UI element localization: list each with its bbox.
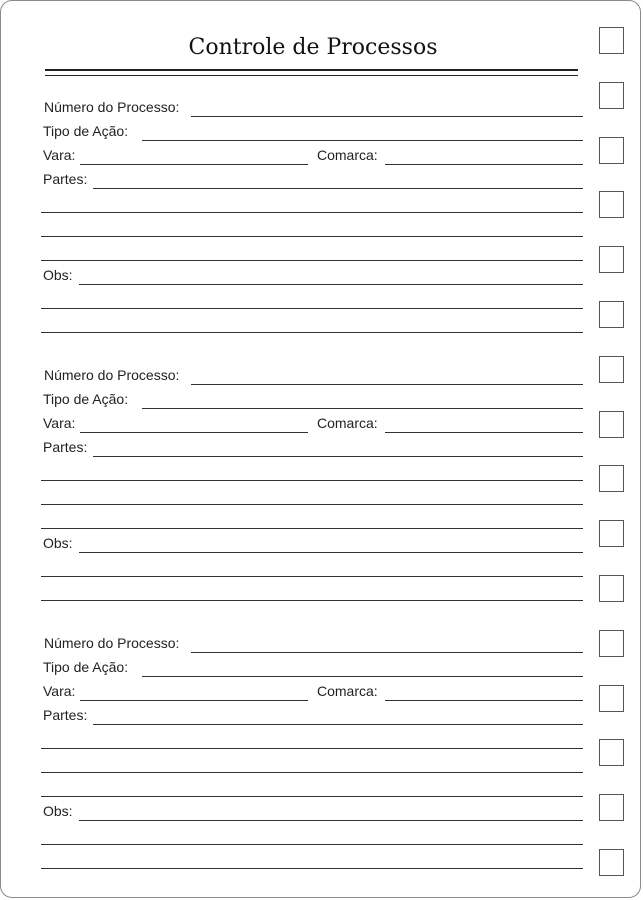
numero-processo-field[interactable] [191, 384, 583, 385]
partes-line[interactable] [41, 504, 583, 505]
partes-line[interactable] [41, 480, 583, 481]
partes-line[interactable] [41, 260, 583, 261]
title-rule-bottom [45, 75, 578, 76]
checkbox[interactable] [599, 137, 624, 164]
checkbox[interactable] [599, 411, 624, 438]
numero-processo-field[interactable] [191, 116, 583, 117]
partes-line[interactable] [41, 796, 583, 797]
obs-line[interactable] [41, 332, 583, 333]
vara-label: Vara: [43, 147, 76, 163]
vara-label: Vara: [43, 683, 76, 699]
vara-field[interactable] [80, 432, 308, 433]
numero-processo-label: Número do Processo: [44, 99, 180, 115]
numero-processo-label: Número do Processo: [44, 635, 180, 651]
tipo-acao-label: Tipo de Ação: [43, 123, 129, 139]
checkbox[interactable] [599, 520, 624, 547]
tipo-acao-field[interactable] [142, 676, 583, 677]
partes-field[interactable] [93, 724, 583, 725]
obs-line[interactable] [41, 600, 583, 601]
partes-label: Partes: [43, 171, 88, 187]
obs-label: Obs: [43, 535, 73, 551]
partes-field[interactable] [93, 456, 583, 457]
obs-field[interactable] [79, 552, 583, 553]
comarca-field[interactable] [385, 700, 583, 701]
comarca-field[interactable] [385, 164, 583, 165]
checkbox[interactable] [599, 191, 624, 218]
obs-line[interactable] [41, 844, 583, 845]
title-rule-top [45, 69, 578, 71]
checkbox[interactable] [599, 849, 624, 876]
checkbox[interactable] [599, 575, 624, 602]
obs-label: Obs: [43, 267, 73, 283]
partes-label: Partes: [43, 707, 88, 723]
obs-label: Obs: [43, 803, 73, 819]
page-title: Controle de Processos [188, 35, 438, 60]
vara-label: Vara: [43, 415, 76, 431]
checkbox[interactable] [599, 685, 624, 712]
obs-field[interactable] [79, 284, 583, 285]
tipo-acao-field[interactable] [142, 140, 583, 141]
checkbox[interactable] [599, 246, 624, 273]
partes-field[interactable] [93, 188, 583, 189]
partes-label: Partes: [43, 439, 88, 455]
partes-line[interactable] [41, 528, 583, 529]
obs-field[interactable] [79, 820, 583, 821]
comarca-label: Comarca: [317, 683, 378, 699]
checkbox[interactable] [599, 739, 624, 766]
checkbox[interactable] [599, 356, 624, 383]
vara-field[interactable] [80, 164, 308, 165]
comarca-label: Comarca: [317, 147, 378, 163]
obs-line[interactable] [41, 576, 583, 577]
partes-line[interactable] [41, 236, 583, 237]
checkbox[interactable] [599, 794, 624, 821]
checkbox[interactable] [599, 630, 624, 657]
partes-line[interactable] [41, 772, 583, 773]
tipo-acao-label: Tipo de Ação: [43, 391, 129, 407]
checkbox[interactable] [599, 27, 624, 54]
obs-line[interactable] [41, 308, 583, 309]
comarca-label: Comarca: [317, 415, 378, 431]
vara-field[interactable] [80, 700, 308, 701]
checkbox[interactable] [599, 465, 624, 492]
checkbox[interactable] [599, 82, 624, 109]
checkbox[interactable] [599, 301, 624, 328]
partes-line[interactable] [41, 212, 583, 213]
numero-processo-field[interactable] [191, 652, 583, 653]
tipo-acao-field[interactable] [142, 408, 583, 409]
partes-line[interactable] [41, 748, 583, 749]
numero-processo-label: Número do Processo: [44, 367, 180, 383]
obs-line[interactable] [41, 868, 583, 869]
tipo-acao-label: Tipo de Ação: [43, 659, 129, 675]
comarca-field[interactable] [385, 432, 583, 433]
